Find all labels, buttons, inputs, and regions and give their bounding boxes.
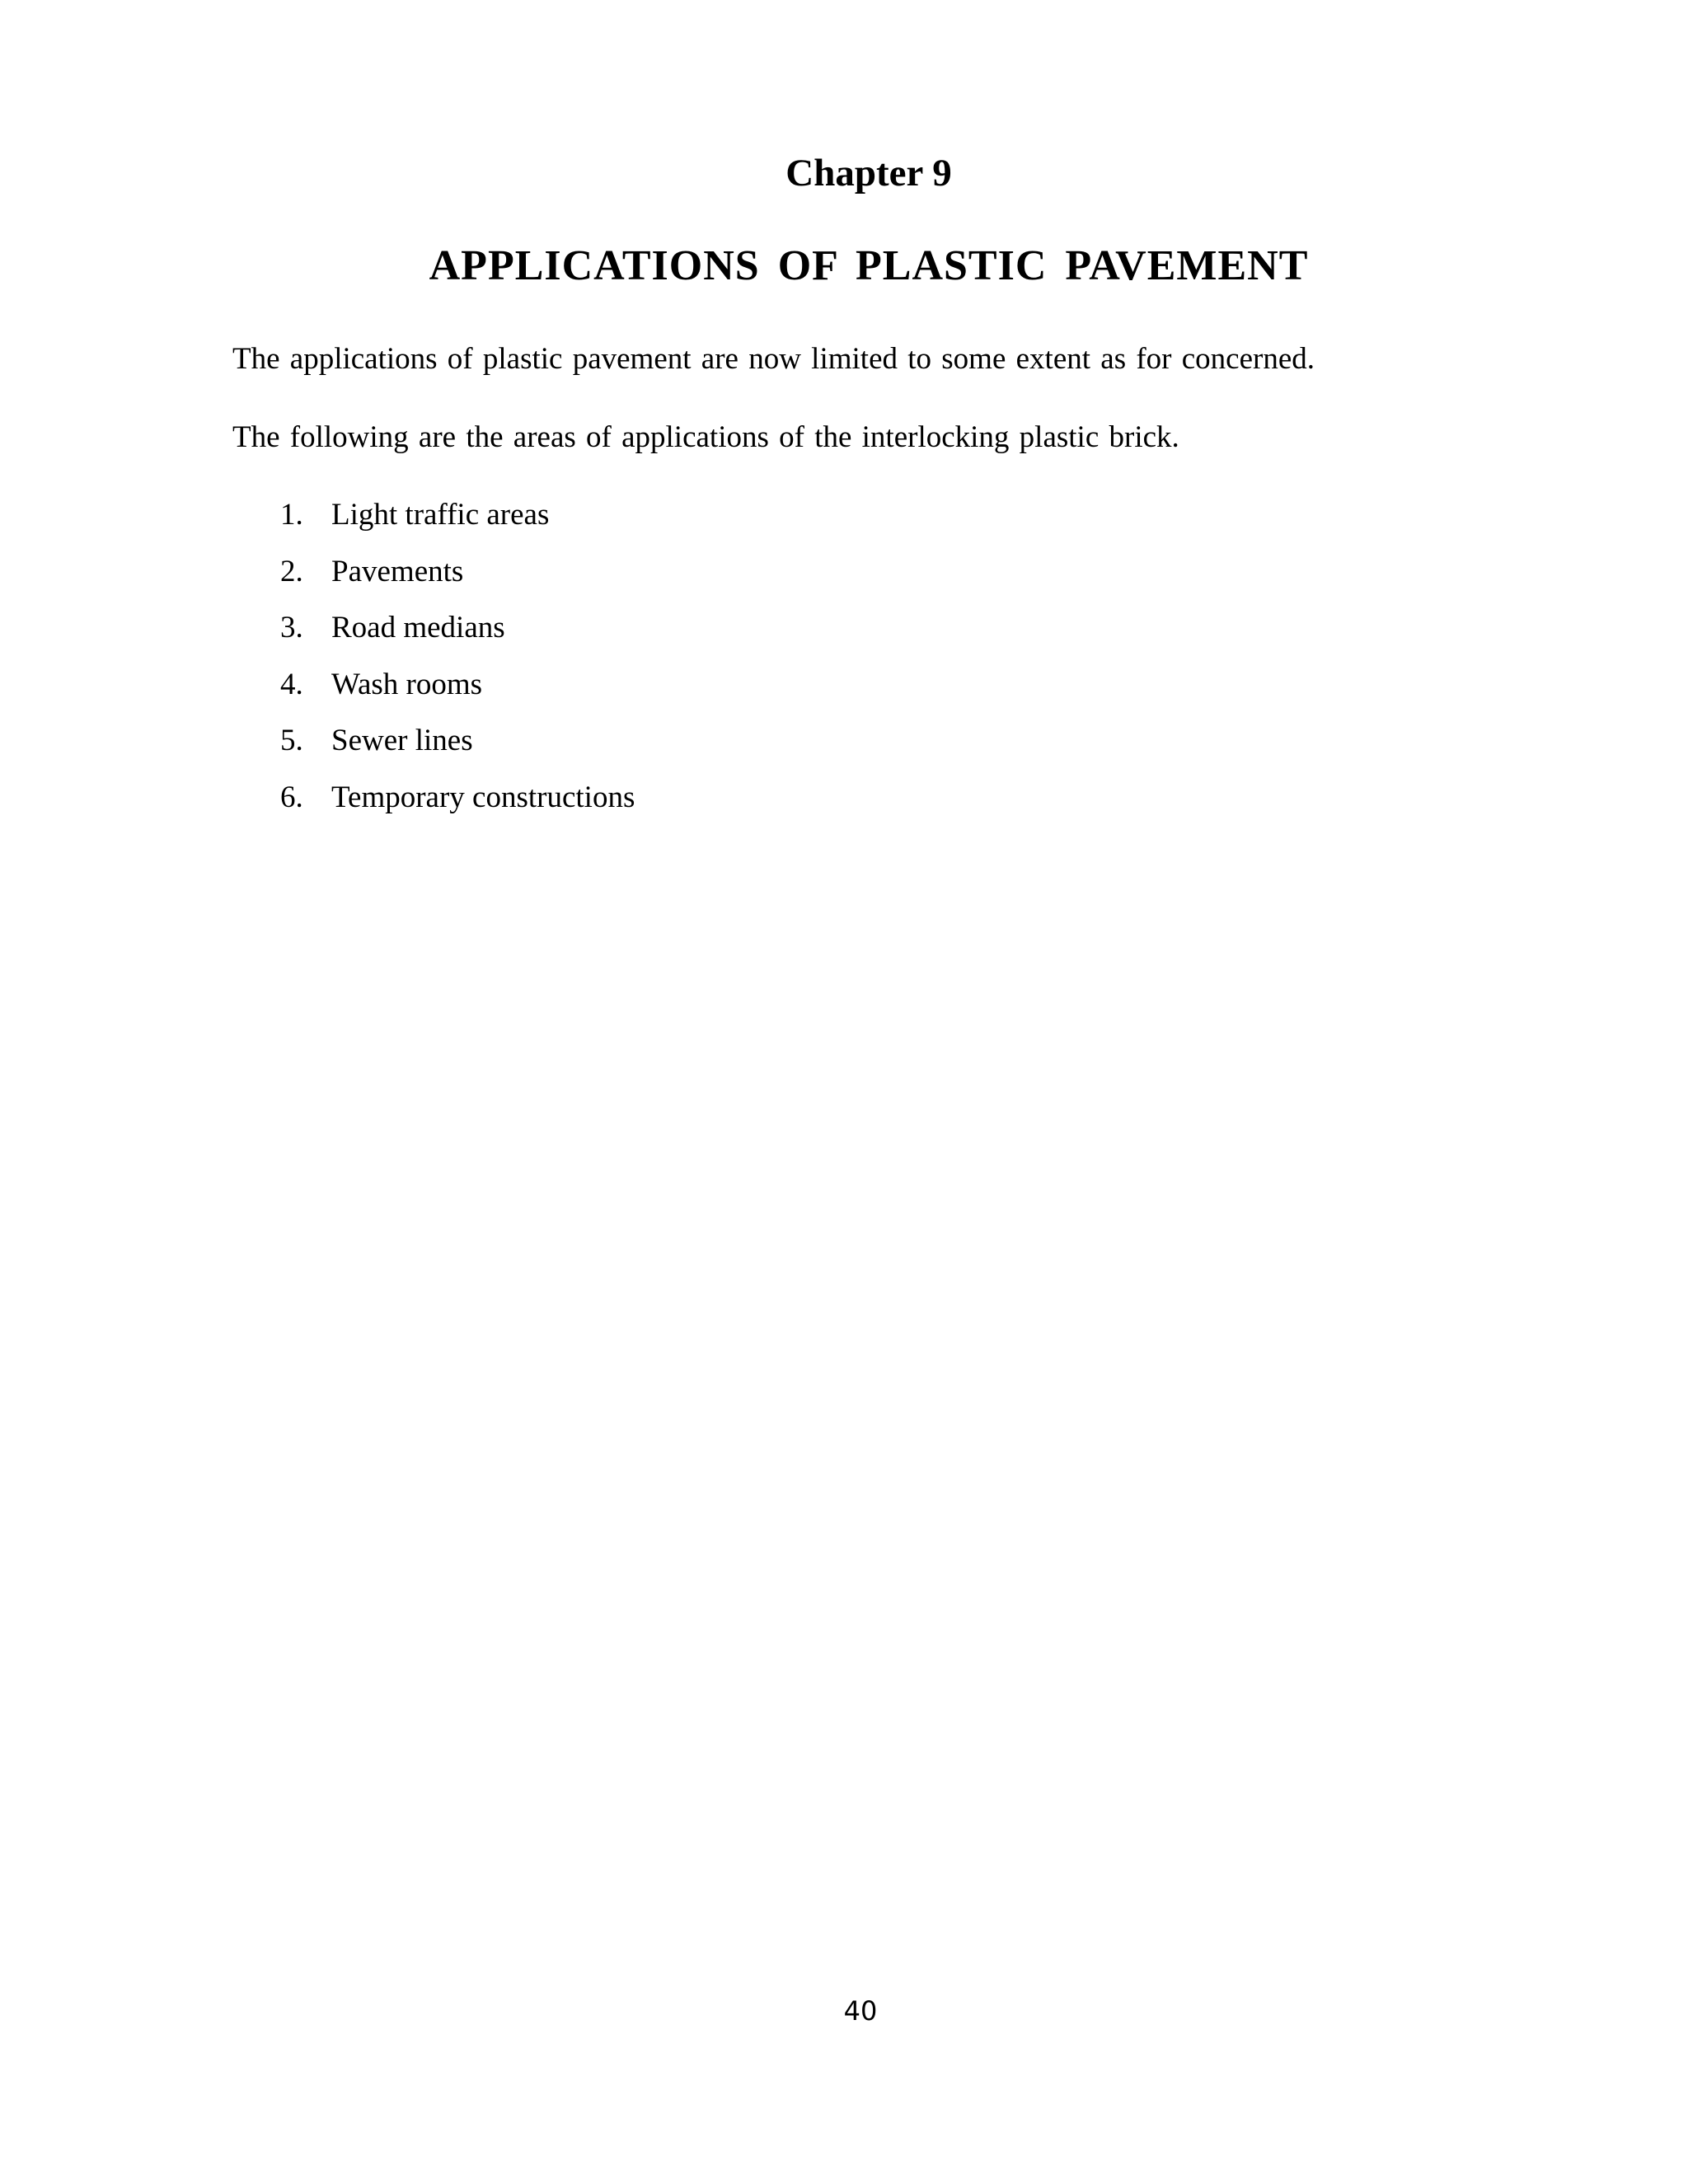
list-item [280,723,635,780]
list-item-number: 2. [280,554,303,588]
list-item-text: Pavements [331,554,464,588]
list-item-text: Wash rooms [331,667,483,701]
list-item-text: Temporary constructions [331,780,635,814]
chapter-label: Chapter 9 [785,152,952,194]
list-item-number: 5. [280,724,303,757]
application-areas-list [280,497,635,836]
chapter-title: APPLICATIONS OF PLASTIC PAVEMENT [429,242,1309,289]
intro-paragraph: The applications of plastic pavement are now limited to some extent as for concerned. [232,342,1315,376]
list-item [280,610,635,667]
list-item-number: 1. [280,498,303,532]
list-item-text: Sewer lines [331,724,473,757]
list-item-number: 3. [280,611,303,644]
list-item-number: 6. [280,780,303,814]
list-item-text: Light traffic areas [331,498,550,532]
list-item-text: Road medians [331,611,505,644]
list-item-number: 4. [280,667,303,701]
list-item [280,667,635,724]
page-number: 40 [843,1995,878,2027]
list-item [280,780,635,837]
list-item [280,554,635,611]
list-intro-paragraph: The following are the areas of applications of the interlocking plastic brick. [232,420,1179,454]
list-item [280,497,635,554]
